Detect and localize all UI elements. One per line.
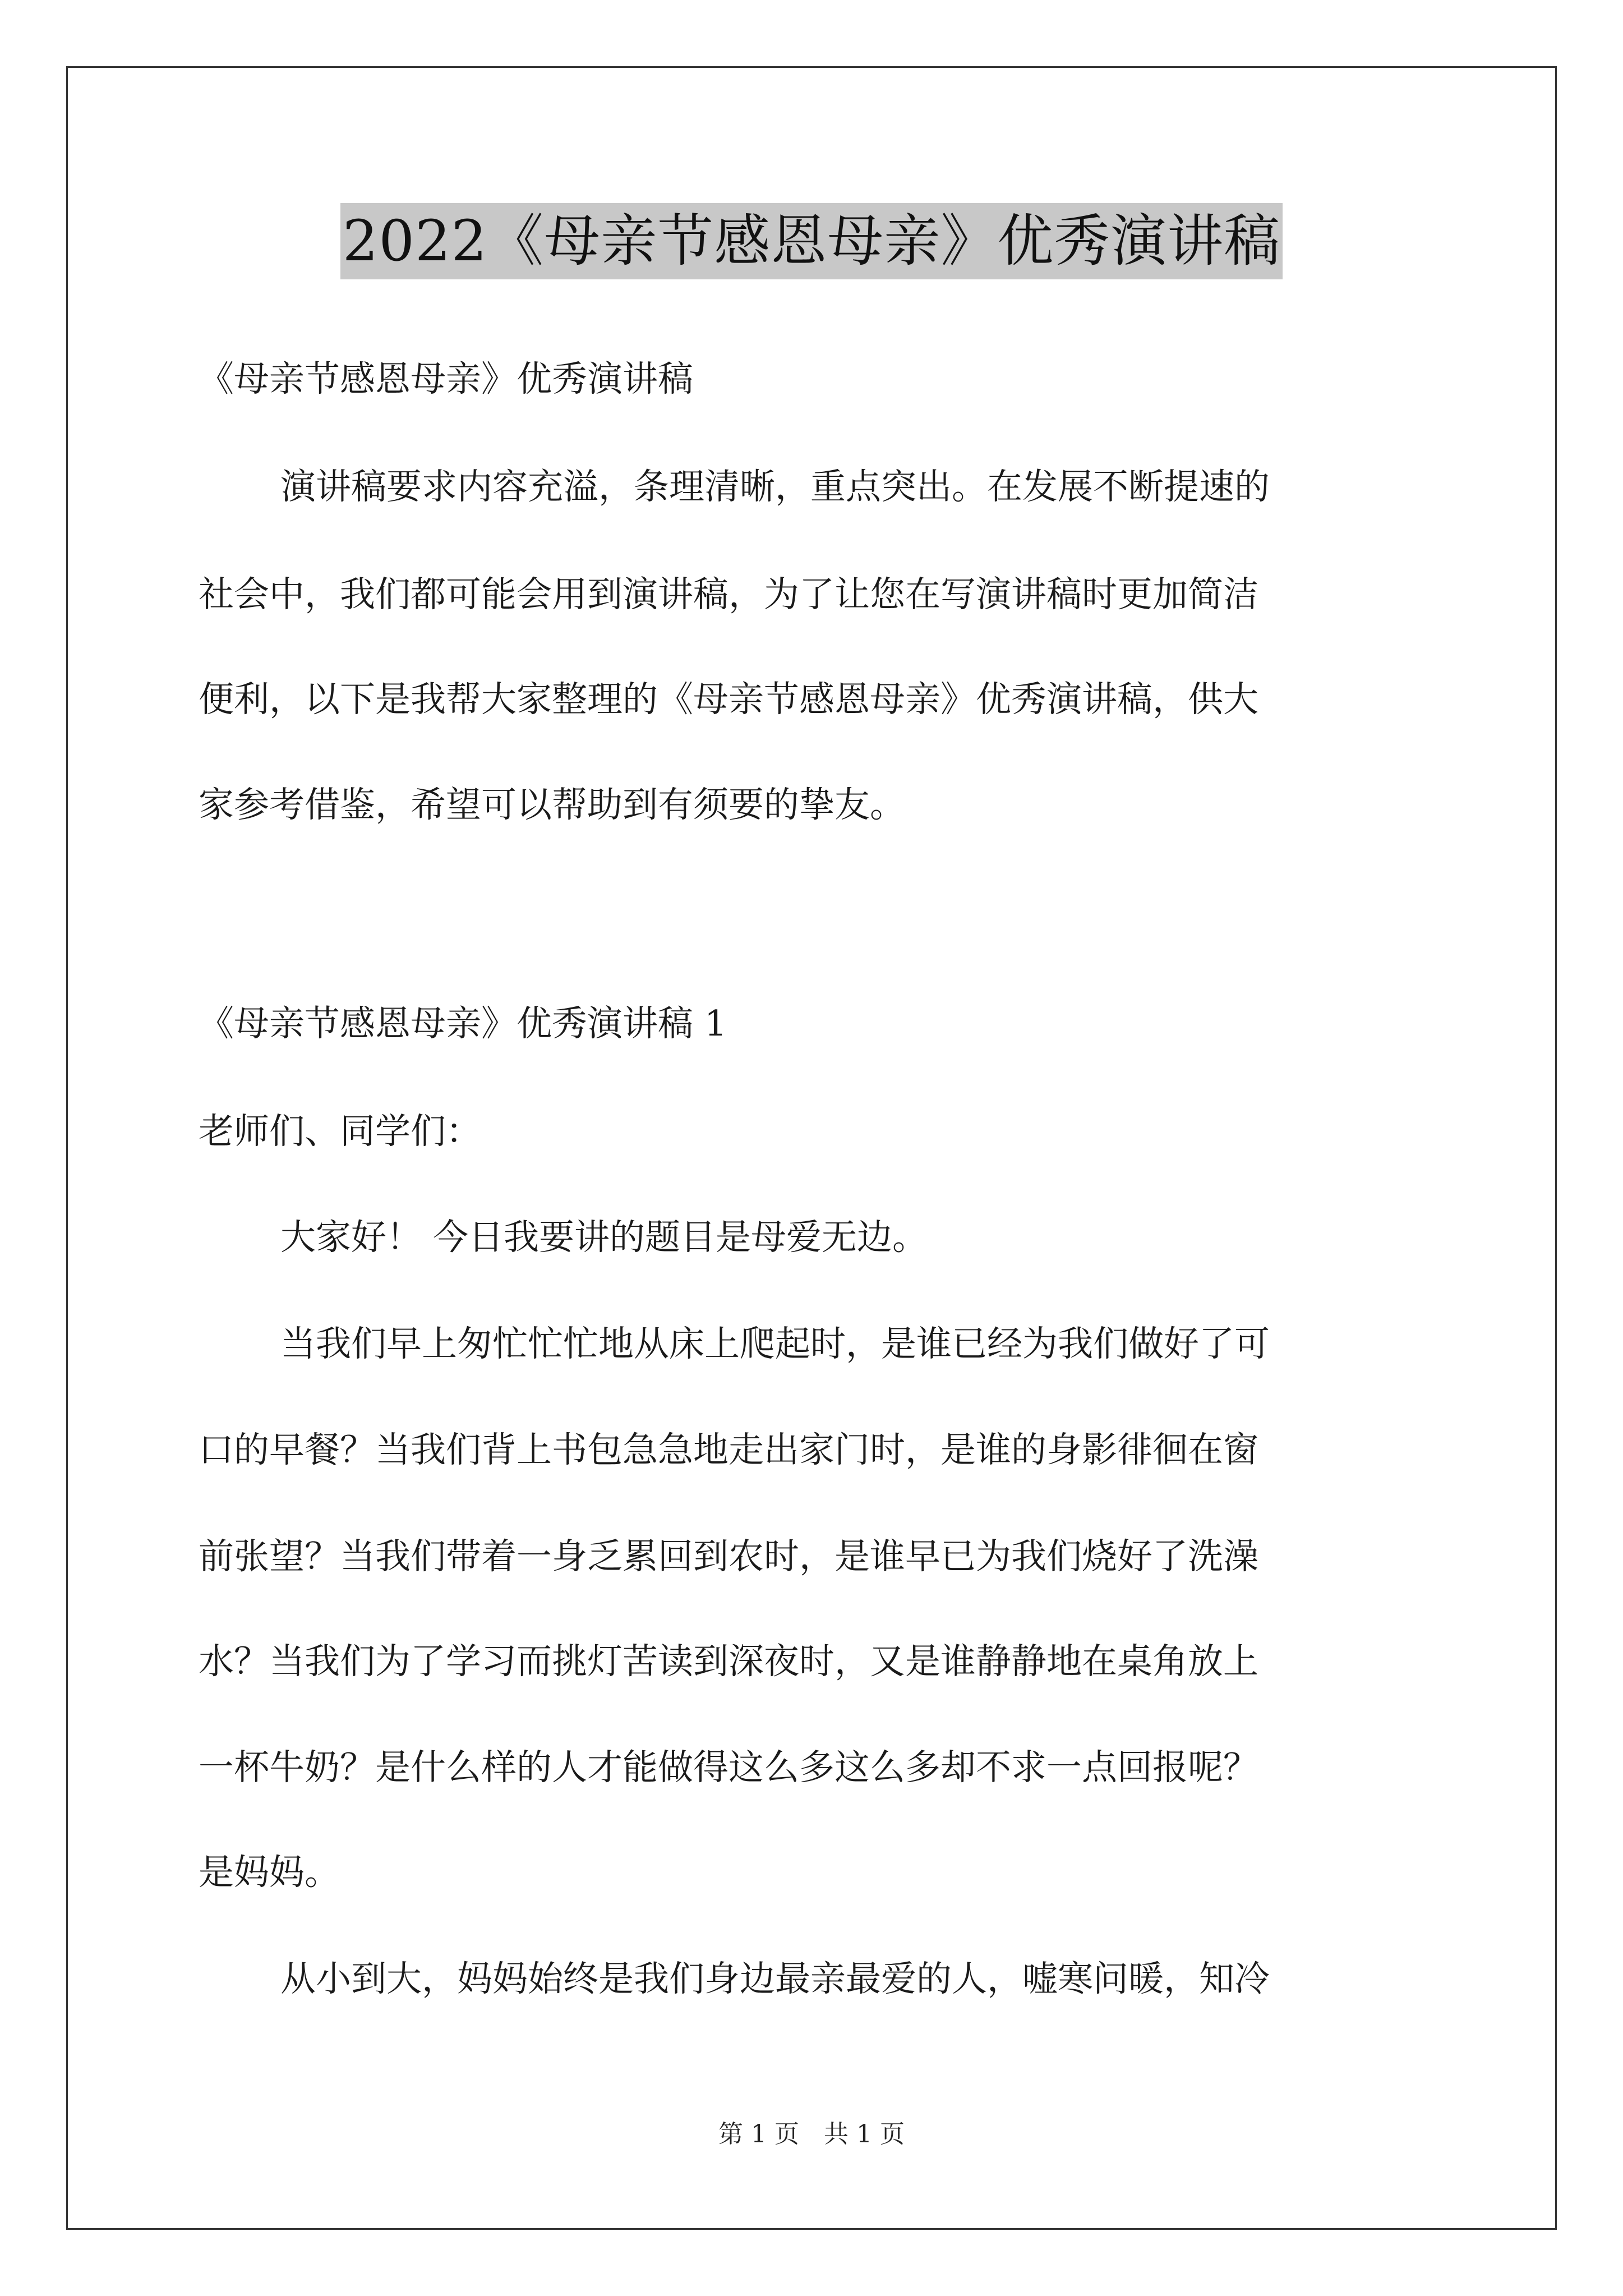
paragraph2-line-1: 从小到大，妈妈始终是我们身边最亲最爱的人，嘘寒问暖，知冷 (280, 1958, 1270, 1999)
document-title: 2022《母亲节感恩母亲》优秀演讲稿 (340, 203, 1283, 279)
paragraph1-line-5: 一杯牛奶？是什么样的人才能做得这么多这么多却不求一点回报呢？ (199, 1747, 1258, 1788)
paragraph1-line-1: 当我们早上匆忙忙忙地从床上爬起时，是谁已经为我们做好了可 (280, 1323, 1270, 1364)
intro-line-4: 家参考借鉴，希望可以帮助到有须要的挚友。 (199, 784, 905, 825)
paragraph1-line-6: 是妈妈。 (199, 1852, 340, 1893)
greeting: 大家好！ 今日我要讲的题目是母爱无边。 (280, 1217, 928, 1258)
intro-line-3: 便利，以下是我帮大家整理的《母亲节感恩母亲》优秀演讲稿，供大 (199, 679, 1258, 720)
section-heading: 《母亲节感恩母亲》优秀演讲稿 1 (199, 1003, 727, 1044)
paragraph1-line-3: 前张望？当我们带着一身乏累回到农时，是谁早已为我们烧好了洗澡 (199, 1536, 1258, 1577)
salutation: 老师们、同学们： (199, 1111, 481, 1152)
paragraph1-line-2: 口的早餐？当我们背上书包急急地走出家门时，是谁的身影徘徊在窗 (199, 1429, 1258, 1470)
intro-line-1: 演讲稿要求内容充溢，条理清晰，重点突出。在发展不断提速的 (280, 466, 1270, 507)
page-footer: 第 1 页 共 1 页 (718, 2120, 905, 2148)
paragraph1-line-4: 水？当我们为了学习而挑灯苦读到深夜时，又是谁静静地在桌角放上 (199, 1641, 1258, 1682)
document-subtitle: 《母亲节感恩母亲》优秀演讲稿 (199, 358, 693, 399)
intro-line-2: 社会中，我们都可能会用到演讲稿，为了让您在写演讲稿时更加简洁 (199, 574, 1258, 615)
title-container (0, 203, 1623, 279)
